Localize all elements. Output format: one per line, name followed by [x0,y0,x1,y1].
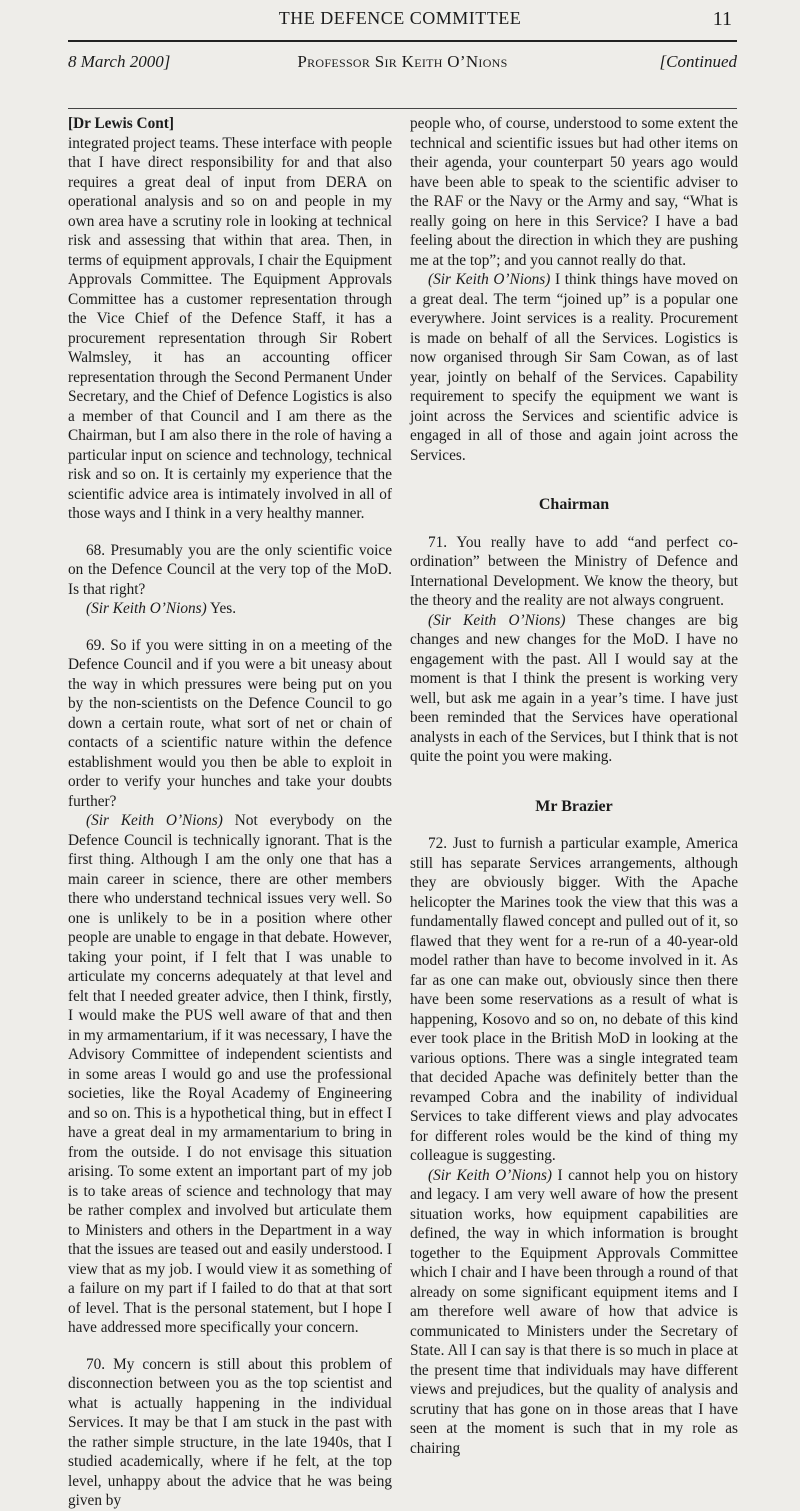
speaker-continued: [Dr Lewis Cont] [68,115,174,132]
question-70-continued: people who, of course, understood to some extent the technical and scientific issues but had other items on their agenda, your counterpart 50 years ago would have been able to speak to the scientific adviser to the RAF or the Navy or the Army and say, “What is really going on here in this Service? I have a bad feeling about the direction in which they are pushing me at the top”; and you cannot really do that. [410,115,738,269]
subheader-rule [68,108,737,109]
question-72: 72. Just to furnish a particular example, America still has separate Services arrangements, although they are obviously bigger. With the Apache helicopter the Marines took the view that this was a fundamentally flawed concept and pulled out of it, so flawed that they went for a re-run of a 40-year-old model rather than have to become involved in it. As far as one can make out, obviously since then there have been some reservations as a result of what is happening, Kosovo and so on, no debate of this kind ever took place in the British MoD in looking at the various options. There was a single integrated team that decided Apache was definitely better than the revamped Cobra and the inability of individual Services to take different views and play advocates for different roles would be the kind of thing my colleague is suggesting. [410,835,738,1164]
left-column [68,114,392,1511]
page-number: 11 [712,8,732,30]
answer-speaker: (Sir Keith O’Nions) [86,600,207,617]
subheader [68,52,737,76]
right-column [410,114,738,1458]
paragraph-intro: integrated project teams. These interface with people that I have direct responsibility for and that also requires a great deal of input from DERA on operational analysis and so on and people in my own area have a scrutiny role in looking at technical risk and assessing that within that area. Then, in terms of equipment approvals, I chair the Equipment Approvals Committee. The Equipment Approvals Committee has a customer representation through the Vice Chief of the Defence Staff, it has a procurement representation through Sir Robert Walmsley, it has an accounting officer representation through the Second Permanent Under Secretary, and the Chief of Defence Logistics is also a member of that Council and I am there as the Chairman, but I am also there in the role of having a particular input on science and technology, technical risk and so on. It is certainly my experience that the scientific advice area is intimately involved in all of those ways and I think in a very healthy manner. [68,134,392,522]
question-68: 68. Presumably you are the only scientific voice on the Defence Council at the very top of the MoD. Is that right? [68,541,392,598]
header-rule [68,40,737,42]
answer-72 [410,1166,738,1459]
speaker-heading-chairman: Chairman [538,496,610,513]
answer-71 [410,611,738,767]
answer-68 [68,599,392,619]
answer-text: Not everybody on the Defence Council is technically ignorant. That is the first thing. Although I am the only one that has a main career in science, there are other members there who understand technical issues very well. So one is unlikely to be in a position where other people are unable to engage in that debate. However, taking your point, if I felt that I was unable to articulate my concerns adequately at that level and felt that I needed greater advice, then I think, firstly, I would make the PUS well aware of that and then in my armamentarium, if it was necessary, I have the Advisory Committee of independent scientists and in some areas I would go and use the professional societies, like the Royal Academy of Engineering and so on. This is a hypothetical thing, but in effect I have a great deal in my armamentarium to bring in from the outside. I do not envisage this situation arising. To some extent an important part of my job is to take areas of science and technology that may be rather complex and involved but articulate them to Ministers and others in the Department in a way that the issues are teased out and easily understood. I view that as my job. I would view it as something of a failure on my part if I failed to do that at that sort of level. That is the personal statement, but I hope I have addressed more specifically your concern. [68,812,393,1336]
answer-speaker: (Sir Keith O’Nions) [428,611,566,629]
answer-69 [68,811,392,1338]
answer-text: I think things have moved on a great deal. The term “joined up” is a popular one everywhere. Joint services is a reality. Procurement is made on behalf of all the Services. Logistics is now organised through Sir Sam Cowan, as of last year, jointly on behalf of the Services. Capability requirement to specify the equipment we want is joint across the Services and scientific advice is engaged in all of those and again joint across the Services. [410,271,738,464]
answer-speaker: (Sir Keith O’Nions) [86,812,223,829]
answer-70 [410,270,738,465]
continued-label: [Continued [659,52,737,71]
answer-speaker: (Sir Keith O’Nions) [428,1166,553,1184]
question-70: 70. My concern is still about this problem of disconnection between you as the top scientist and what is actually happening in the individual Services. It may be that I am stuck in the past with the rather simple structure, in the late 1940s, that I studied academically, where if he felt, at the top level, unhappy about the advice that he was being given by [68,1355,392,1509]
answer-text: Yes. [209,600,237,617]
question-71: 71. You really have to add “and perfect co-ordination” between the Ministry of Defence and International Development. We know the theory, but the theory and the reality are not always congruent. [410,533,738,609]
witness-name: Professor Sir Keith O’Nions [297,52,508,71]
answer-speaker: (Sir Keith O’Nions) [428,271,551,288]
answer-text: These changes are big changes and new changes for the MoD. I have no engagement with the past. All I would say at the moment is that I think the present is working very well, but ask me again in a year’s time. I have just been reminded that the Services have operational analysts in each of the Services, but I think that is not quite the point you were making. [410,611,738,765]
answer-text: I cannot help you on history and legacy. I am very well aware of how the present situation works, how equipment capabilities are defined, the way in which information is brought together to the Equipment Approvals Committee which I chair and I have been through a round of that already on some significant equipment items and I am therefore well aware of how that advice is communicated to Ministers under the Secretary of State. All I can say is that there is so much in place at the present time that individuals may have different views and prejudices, but the quality of analysis and scrutiny that has gone on in those areas that I have seen at the moment is such that in my role as chairing [410,1166,738,1457]
session-date: 8 March 2000] [68,52,171,71]
speaker-heading-brazier: Mr Brazier [535,797,613,815]
question-69: 69. So if you were sitting in on a meeting of the Defence Council and if you were a bit uneasy about the way in which pressures were being put on you by the non-scientists on the Defence Council to go down a certain route, what sort of net or chain of contacts of a scientific nature within the defence establishment would you then be able to exploit in order to verify your hunches and take your doubts further? [68,636,392,810]
committee-title: THE DEFENCE COMMITTEE [278,8,522,28]
running-head [0,8,800,40]
